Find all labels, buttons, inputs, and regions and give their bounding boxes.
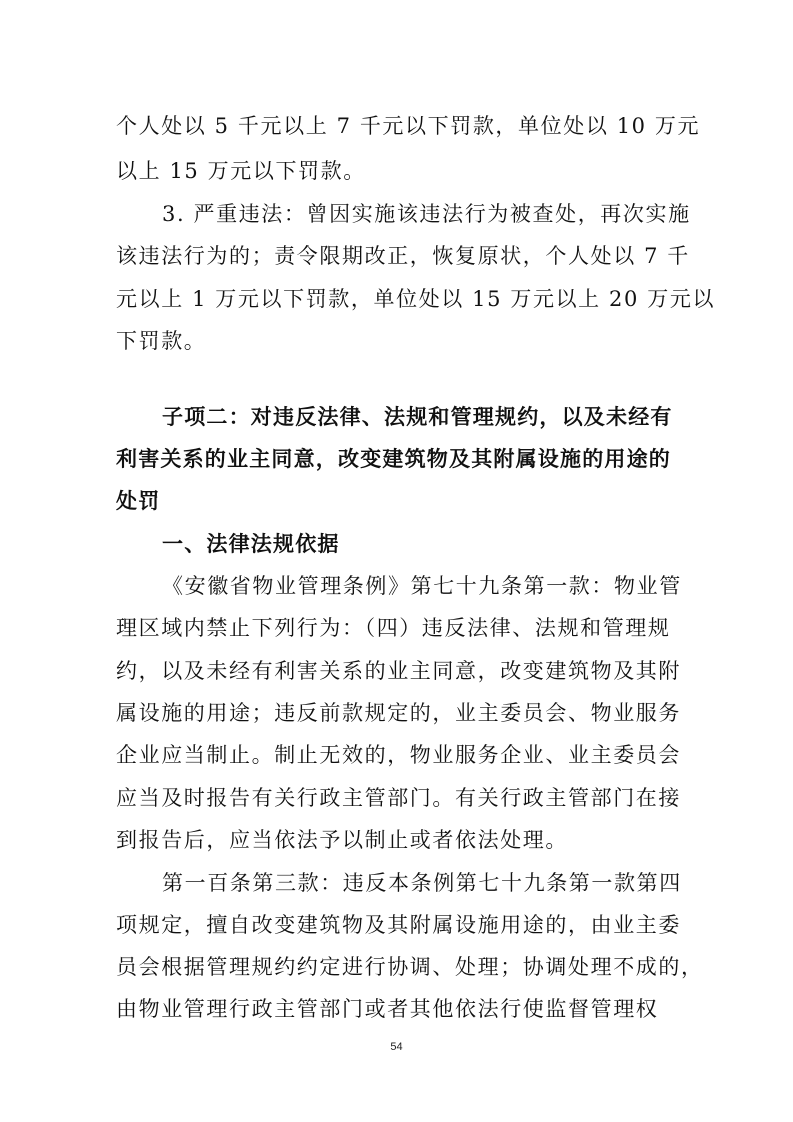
body-text-line: 元以上 1 万元以下罚款，单位处以 15 万元以上 20 万元以 xyxy=(116,287,716,311)
body-text-line: 个人处以 5 千元以上 7 千元以下罚款，单位处以 10 万元 xyxy=(116,114,701,138)
section-heading-line: 子项二：对违反法律、法规和管理规约，以及未经有 xyxy=(162,405,673,429)
body-text-line: 以上 15 万元以下罚款。 xyxy=(116,159,366,183)
page-number: 54 xyxy=(390,1041,403,1053)
body-text-line: 下罚款。 xyxy=(116,329,207,353)
section-heading-line: 处罚 xyxy=(116,489,161,513)
body-text-line: 该违法行为的；责令限期改正，恢复原状，个人处以 7 千 xyxy=(116,244,690,268)
body-text-line: 第一百条第三款：违反本条例第七十九条第一款第四 xyxy=(162,871,682,895)
body-text-line: 企业应当制止。制止无效的，物业服务企业、业主委员会 xyxy=(116,743,681,767)
body-text-line: 3. 严重违法：曾因实施该违法行为被查处，再次实施 xyxy=(162,202,691,226)
body-text-line: 员会根据管理规约约定进行协调、处理；协调处理不成的， xyxy=(116,955,704,979)
body-text-line: 由物业管理行政主管部门或者其他依法行使监督管理权 xyxy=(116,997,659,1021)
body-text-line: 属设施的用途；违反前款规定的，业主委员会、物业服务 xyxy=(116,701,681,725)
body-text-line: 《安徽省物业管理条例》第七十九条第一款：物业管 xyxy=(162,574,682,598)
subsection-heading: 一、法律法规依据 xyxy=(162,532,340,556)
body-text-line: 项规定，擅自改变建筑物及其附属设施用途的，由业主委 xyxy=(116,913,681,937)
body-text-line: 应当及时报告有关行政主管部门。有关行政主管部门在接 xyxy=(116,786,681,810)
body-text-line: 到报告后，应当依法予以制止或者依法处理。 xyxy=(116,828,568,852)
section-heading-line: 利害关系的业主同意，改变建筑物及其附属设施的用途的 xyxy=(116,447,671,471)
body-text-line: 理区域内禁止下列行为：（四）违反法律、法规和管理规 xyxy=(116,616,671,640)
body-text-line: 约，以及未经有利害关系的业主同意，改变建筑物及其附 xyxy=(116,659,681,683)
